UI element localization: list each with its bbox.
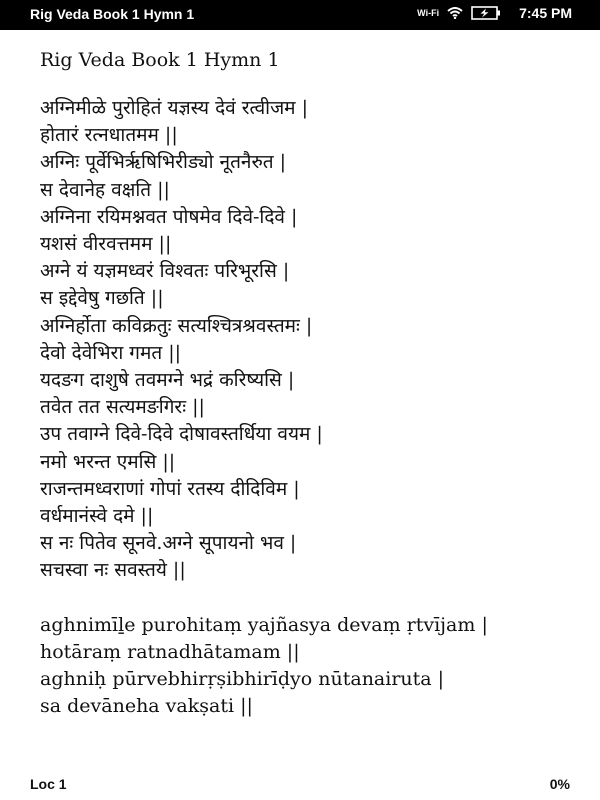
status-bar [0,0,600,30]
verse-line: स नः पितेव सूनवे.अग्ने सूपायनो भव | [40,532,297,555]
verse-line: स इद्देवेषु गछति || [40,287,164,310]
verse-line: अग्निना रयिमश्नवत पोषमेव दिवे-दिवे | [40,205,298,228]
verse-line: यशसं वीरवत्तमम || [40,233,172,256]
verse-line: तवेत तत सत्यमङगिरः || [40,396,205,419]
sanskrit-verse [40,95,570,585]
footer-bar [0,770,600,800]
wifi-icon [447,7,463,19]
verse-line: अग्निः पूर्वेभिर्ऋषिभिरीड्यो नूतनैरुत | [40,151,287,174]
clock: 7:45 PM [519,5,572,21]
transliteration-line: sa devāneha vakṣati || [40,694,253,717]
verse-line: अग्ने यं यज्ञमध्वरं विश्वतः परिभूरसि | [40,260,290,283]
progress-percent: 0% [549,776,570,792]
verse-line: यदङग दाशुषे तवमग्ने भद्रं करिष्यसि | [40,369,295,392]
wifi-label: Wi-Fi [417,8,440,18]
verse-line: उप तवाग्ने दिवे-दिवे दोषावस्तर्धिया वयम | [40,423,323,446]
transliteration-line: hotāraṃ ratnadhātamam || [40,640,300,663]
verse-line: वर्धमानंस्वे दमे || [40,505,154,528]
location-indicator: Loc 1 [30,776,67,792]
battery-charging-icon [471,6,501,20]
status-indicators [417,5,572,21]
verse-line: अग्निर्होता कविक्रतुः सत्यश्चित्रश्रवस्तमः | [40,314,313,337]
verse-line: अग्निमीळे पुरोहितं यज्ञस्य देवं रत्वीजम | [40,97,308,119]
reading-page[interactable] [40,45,570,720]
status-title: Rig Veda Book 1 Hymn 1 [30,6,195,22]
verse-line: स देवानेह वक्षति || [40,178,170,201]
verse-line: राजन्तमध्वराणां गोपां रतस्य दीदिविम | [40,477,300,500]
page-title: Rig Veda Book 1 Hymn 1 [40,49,280,71]
transliteration [40,612,570,720]
transliteration-line: aghniḥ pūrvebhirṛṣibhirīḍyo nūtanairuta | [40,667,445,690]
verse-line: देवो देवेभिरा गमत || [40,341,182,364]
transliteration-line: aghnimīḻe purohitaṃ yajñasya devaṃ ṛtvījam | [40,613,488,636]
verse-line: होतारं रत्नधातमम || [40,124,178,147]
verse-line: नमो भरन्त एमसि || [40,450,176,473]
verse-line: सचस्वा नः सवस्तये || [40,559,186,582]
